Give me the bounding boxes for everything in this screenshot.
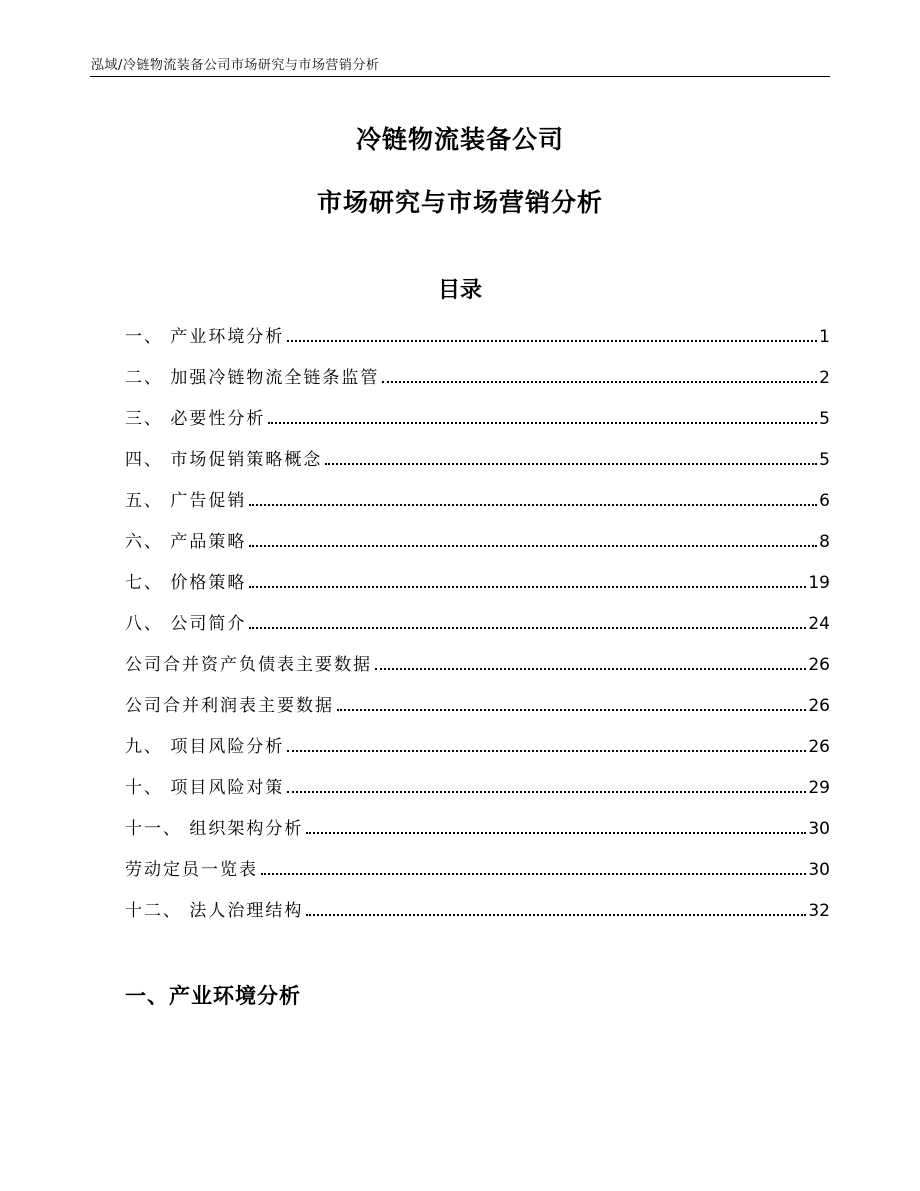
toc-entry-label: 二、 加强冷链物流全链条监管 xyxy=(125,368,380,388)
document-title-line-2: 市场研究与市场营销分析 xyxy=(316,188,603,217)
toc-entry-label: 四、 市场促销策略概念 xyxy=(125,450,323,470)
toc-entry-label: 九、 项目风险分析 xyxy=(125,737,285,757)
toc-entry[interactable] xyxy=(125,732,830,773)
toc-leader-dots xyxy=(249,585,806,588)
toc-entry-page: 26 xyxy=(808,696,830,716)
toc-entry[interactable] xyxy=(125,855,830,896)
toc-leader-dots xyxy=(287,749,806,752)
toc-leader-dots xyxy=(382,380,817,383)
toc-entry[interactable] xyxy=(125,691,830,732)
header-rule xyxy=(90,76,830,77)
toc-entry-label: 七、 价格策略 xyxy=(125,573,247,593)
toc-heading: 目录 xyxy=(437,278,482,303)
toc-entry-label: 八、 公司简介 xyxy=(125,614,247,634)
toc-entry-label: 十一、 组织架构分析 xyxy=(125,819,304,839)
toc-leader-dots xyxy=(325,462,817,465)
toc-entry-label: 公司合并利润表主要数据 xyxy=(125,696,334,716)
toc-leader-dots xyxy=(268,421,817,424)
toc-entry[interactable] xyxy=(125,609,830,650)
toc-entry[interactable] xyxy=(125,650,830,691)
toc-entry[interactable] xyxy=(125,568,830,609)
toc-leader-dots xyxy=(249,626,806,629)
toc-leader-dots xyxy=(306,831,806,834)
toc-entry[interactable] xyxy=(125,527,830,568)
toc-entry-page: 26 xyxy=(808,655,830,675)
toc-leader-dots xyxy=(375,667,806,670)
toc-entry-page: 30 xyxy=(808,819,830,839)
toc-entry-page: 2 xyxy=(819,368,830,388)
toc-entry-page: 5 xyxy=(819,409,830,429)
toc-leader-dots xyxy=(249,544,817,547)
toc-entry[interactable] xyxy=(125,896,830,937)
toc-entry[interactable] xyxy=(125,363,830,404)
toc-entry-label: 一、 产业环境分析 xyxy=(125,327,285,347)
toc-entry-label: 六、 产品策略 xyxy=(125,532,247,552)
toc-entry[interactable] xyxy=(125,445,830,486)
toc-entry[interactable] xyxy=(125,404,830,445)
section-heading: 一、产业环境分析 xyxy=(125,984,301,1008)
toc-leader-dots xyxy=(337,708,806,711)
toc-leader-dots xyxy=(261,872,806,875)
toc-entry-page: 24 xyxy=(808,614,830,634)
toc-entry-label: 劳动定员一览表 xyxy=(125,860,258,880)
toc-entry-label: 三、 必要性分析 xyxy=(125,409,266,429)
toc-entry[interactable] xyxy=(125,322,830,363)
running-header: 泓域/冷链物流装备公司市场研究与市场营销分析 xyxy=(91,58,380,73)
toc-entry-page: 32 xyxy=(808,901,830,921)
toc-entry-page: 19 xyxy=(808,573,830,593)
toc-leader-dots xyxy=(287,339,817,342)
toc-entry-page: 26 xyxy=(808,737,830,757)
table-of-contents xyxy=(125,322,830,937)
toc-entry[interactable] xyxy=(125,814,830,855)
toc-entry-label: 十二、 法人治理结构 xyxy=(125,901,304,921)
toc-entry-page: 1 xyxy=(819,327,830,347)
toc-entry[interactable] xyxy=(125,773,830,814)
toc-entry-page: 6 xyxy=(819,491,830,511)
toc-entry-page: 30 xyxy=(808,860,830,880)
toc-entry-page: 5 xyxy=(819,450,830,470)
toc-entry-page: 8 xyxy=(819,532,830,552)
toc-entry-page: 29 xyxy=(808,778,830,798)
toc-entry-label: 十、 项目风险对策 xyxy=(125,778,285,798)
document-title-line-1: 冷链物流装备公司 xyxy=(355,125,564,154)
toc-leader-dots xyxy=(287,790,806,793)
toc-leader-dots xyxy=(249,503,817,506)
toc-entry-label: 五、 广告促销 xyxy=(125,491,247,511)
toc-entry[interactable] xyxy=(125,486,830,527)
toc-entry-label: 公司合并资产负债表主要数据 xyxy=(125,655,372,675)
toc-leader-dots xyxy=(306,913,806,916)
